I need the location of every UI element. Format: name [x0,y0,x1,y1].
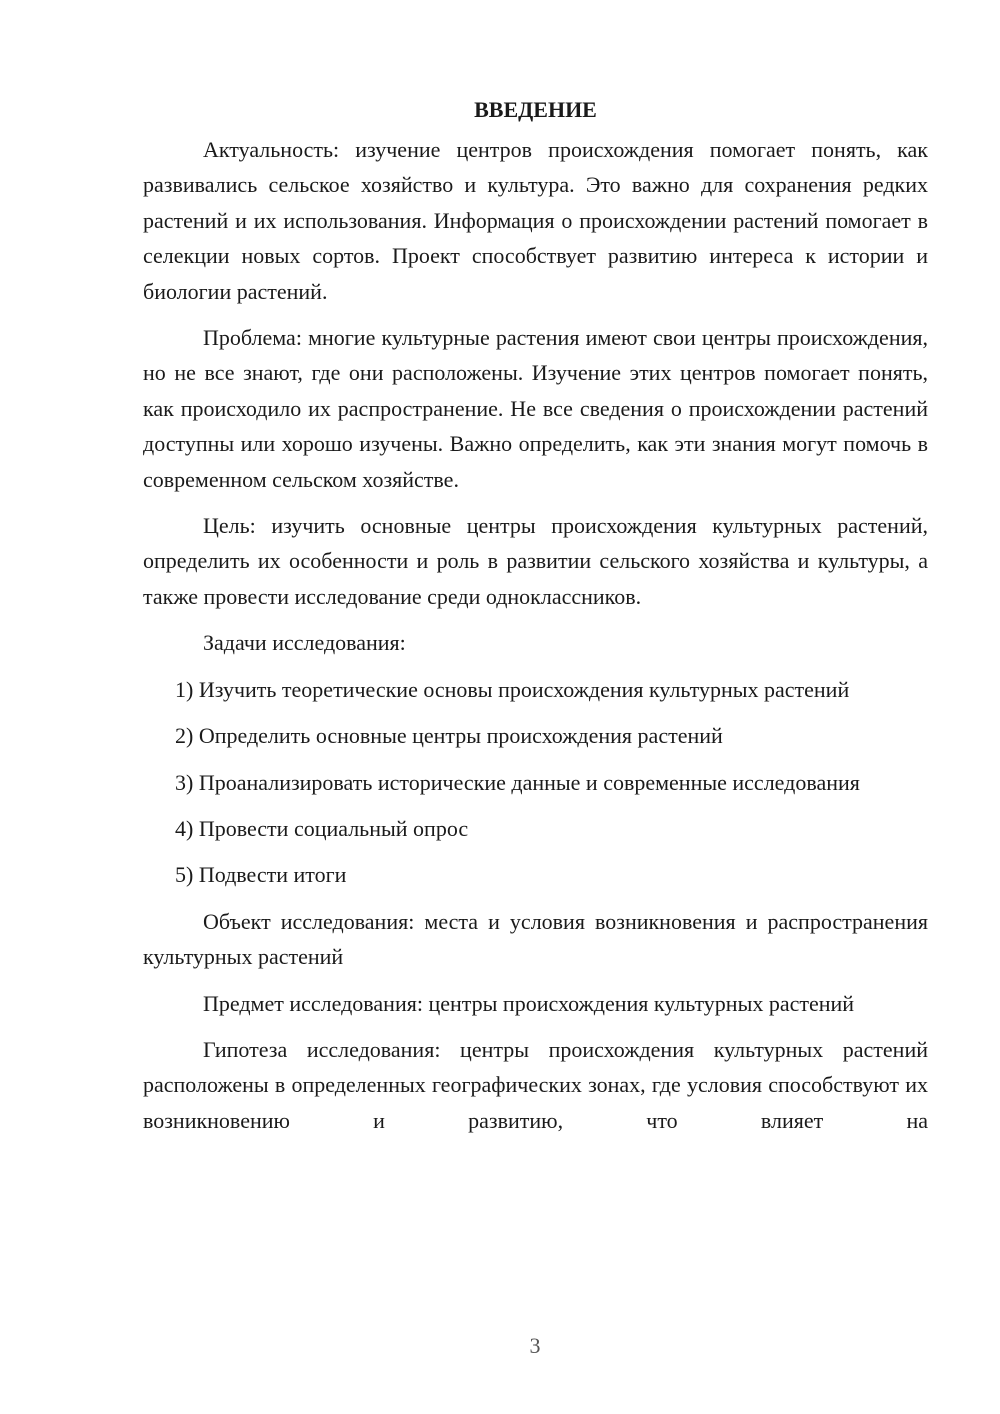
task-item-3: 3) Проанализировать исторические данные и современные исследования [175,769,860,795]
goal-paragraph: Цель: изучить основные центры происхождения культурных растений, определить их особенности и роль в развитии сельского хозяйства и культуры, а также провести исследование среди одноклассников. [143,513,928,609]
object-paragraph: Объект исследования: места и условия возникновения и распространения культурных растений [143,908,928,970]
task-item-5: 5) Подвести итоги [175,862,347,888]
task-item-2: 2) Определить основные центры происхождения растений [175,723,723,749]
document-page [143,92,928,1149]
hypothesis-paragraph: Гипотеза исследования: центры происхождения культурных растений расположены в определенных географических зонах, где условия способствуют их возникновению и развитию, что влияет на [143,1036,928,1133]
relevance-paragraph: Актуальность: изучение центров происхождения помогает понять, как развивались сельское хозяйство и культура. Это важно для сохранения редких растений и их использования. Информация о происхождении растений помогает в селекции новых сортов. Проект способствует развитию интереса к истории и биологии растений. [143,137,928,304]
tasks-heading: Задачи исследования: [203,630,406,656]
task-item-1: 1) Изучить теоретические основы происхождения культурных растений [175,676,850,702]
task-item-4: 4) Провести социальный опрос [175,815,469,841]
problem-paragraph: Проблема: многие культурные растения имеют свои центры происхождения, но не все знают, где они расположены. Изучение этих центров помогает понять, как происходило их распространение. Не все сведения о происхождении растений доступны или хорошо изучены. Важно определить, как эти знания могут помочь в современном сельском хозяйстве. [143,325,928,492]
subject-paragraph: Предмет исследования: центры происхождения культурных растений [203,990,855,1016]
page-number: 3 [529,1333,541,1358]
section-title: ВВЕДЕНИЕ [474,97,597,122]
